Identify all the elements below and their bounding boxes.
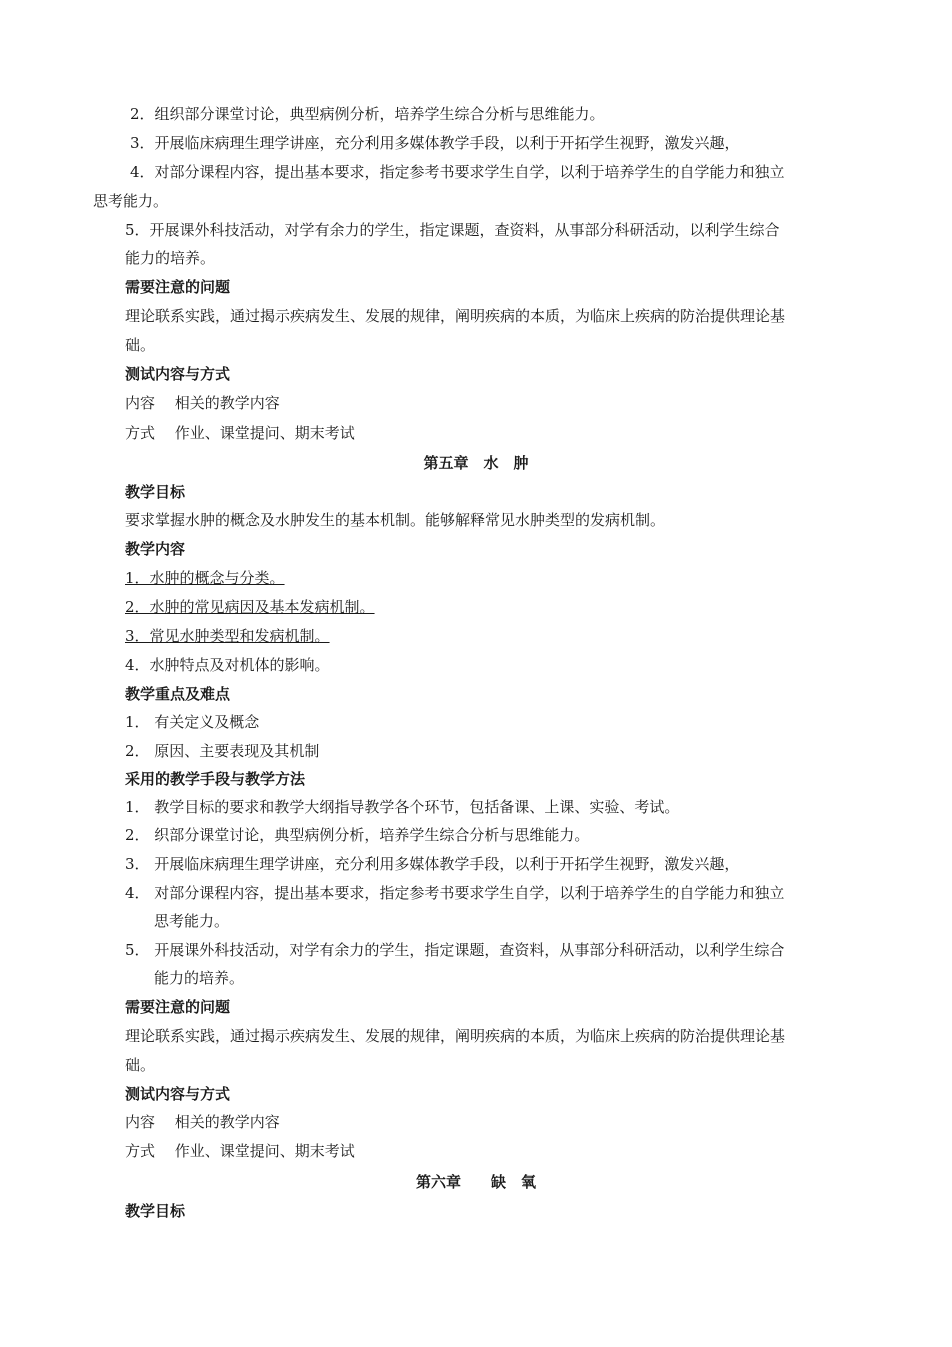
paragraph-continuation: 础。 [125, 336, 156, 354]
section-heading: 教学目标 [125, 483, 186, 501]
list-item: 1．水肿的概念与分类。 [125, 569, 285, 587]
section-heading: 需要注意的问题 [125, 278, 231, 296]
list-item-continuation: 思考能力。 [154, 912, 230, 930]
list-item-continuation: 能力的培养。 [154, 969, 245, 987]
test-method-line: 方式 作业、课堂提问、期末考试 [125, 424, 355, 442]
section-heading: 教学内容 [125, 540, 186, 558]
list-item: 4．对部分课程内容，提出基本要求，指定参考书要求学生自学，以利于培养学生的自学能力和独立 [130, 163, 785, 181]
list-item: 2． 织部分课堂讨论，典型病例分析，培养学生综合分析与思维能力。 [125, 826, 590, 844]
list-item: 5．开展课外科技活动，对学有余力的学生，指定课题，查资料，从事部分科研活动，以利学生综合 [125, 221, 780, 239]
paragraph-continuation: 础。 [125, 1056, 156, 1074]
section-heading: 采用的教学手段与教学方法 [125, 770, 306, 788]
list-item: 1． 教学目标的要求和教学大纲指导教学各个环节，包括备课、上课、实验、考试。 [125, 798, 680, 816]
list-item: 2． 原因、主要表现及其机制 [125, 742, 320, 760]
section-heading: 教学重点及难点 [125, 685, 231, 703]
list-item: 4．水肿特点及对机体的影响。 [125, 656, 330, 674]
section-heading: 测试内容与方式 [125, 1085, 231, 1103]
paragraph: 理论联系实践，通过揭示疾病发生、发展的规律，阐明疾病的本质，为临床上疾病的防治提供理论基 [125, 1027, 786, 1045]
list-item-continuation: 能力的培养。 [125, 249, 216, 267]
list-item: 1． 有关定义及概念 [125, 713, 260, 731]
list-item: 3． 开展临床病理生理学讲座，充分利用多媒体教学手段，以利于开拓学生视野，激发兴趣， [125, 855, 740, 873]
list-item: 2．组织部分课堂讨论，典型病例分析，培养学生综合分析与思维能力。 [130, 105, 605, 123]
list-item: 2．水肿的常见病因及基本发病机制。 [125, 598, 375, 616]
test-content-line: 内容 相关的教学内容 [125, 1113, 280, 1131]
section-heading: 需要注意的问题 [125, 998, 231, 1016]
test-content-line: 内容 相关的教学内容 [125, 394, 280, 412]
paragraph: 理论联系实践，通过揭示疾病发生、发展的规律，阐明疾病的本质，为临床上疾病的防治提供理论基 [125, 307, 786, 325]
list-item-continuation: 思考能力。 [93, 192, 169, 210]
test-method-line: 方式 作业、课堂提问、期末考试 [125, 1142, 355, 1160]
chapter-title: 第六章 缺 氧 [415, 1173, 536, 1191]
list-item: 5． 开展课外科技活动，对学有余力的学生，指定课题，查资料，从事部分科研活动，以利学生综合 [125, 941, 785, 959]
list-item: 4． 对部分课程内容，提出基本要求，指定参考书要求学生自学，以利于培养学生的自学能力和独立 [125, 884, 785, 902]
section-heading: 教学目标 [125, 1202, 186, 1220]
list-item: 3．开展临床病理生理学讲座，充分利用多媒体教学手段，以利于开拓学生视野，激发兴趣， [130, 134, 740, 152]
paragraph: 要求掌握水肿的概念及水肿发生的基本机制。能够解释常见水肿类型的发病机制。 [125, 511, 666, 529]
section-heading: 测试内容与方式 [125, 365, 231, 383]
chapter-title: 第五章 水 肿 [423, 454, 529, 472]
list-item: 3．常见水肿类型和发病机制。 [125, 627, 330, 645]
